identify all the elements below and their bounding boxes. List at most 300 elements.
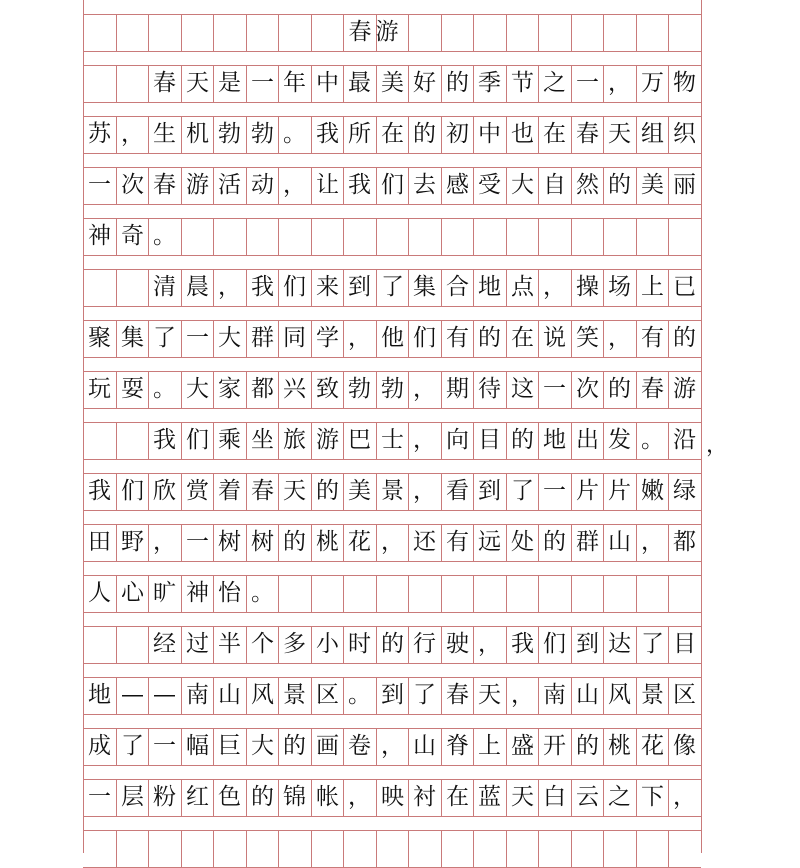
text-cell: — [153,682,176,708]
text-cell: 绿 [673,478,696,504]
text-cell: 组 [641,121,664,147]
text-cell: 有 [446,529,469,555]
grid-cell-divider [441,830,442,867]
text-cell: — [121,682,144,708]
text-cell: 一 [153,733,176,759]
text-cell: 们 [381,172,404,198]
text-cell: 也 [511,121,534,147]
text-cell: ， [121,121,144,147]
text-cell: 。 [283,121,306,147]
text-cell: 群 [251,325,274,351]
text-cell: 怡 [218,580,241,606]
text-cell: 桃 [316,529,339,555]
text-cell: 最 [348,70,371,96]
grid-cell-divider [571,830,572,867]
text-cell: 景 [641,682,664,708]
text-cell: 去 [413,172,436,198]
text-cell: 让 [316,172,339,198]
text-cell: 我 [153,427,176,453]
text-cell: 达 [608,631,631,657]
text-cell: 上 [478,733,501,759]
text-cell: 中 [316,70,339,96]
grid-cell-divider [473,14,474,51]
text-cell: 风 [608,682,631,708]
text-cell: 说 [543,325,566,351]
text-cell: 我 [348,172,371,198]
text-cell: 他 [381,325,404,351]
text-cell: 一 [576,70,599,96]
text-cell: 笑 [576,325,599,351]
text-cell: 游 [673,376,696,402]
text-cell: 在 [446,784,469,810]
text-cell: 有 [641,325,664,351]
grid-cell-divider [408,830,409,867]
text-cell: 景 [381,478,404,504]
text-cell: 春 [446,682,469,708]
grid-cell-divider [668,14,669,51]
text-cell: 次 [121,172,144,198]
grid-cell-divider [538,14,539,51]
text-cell: 个 [251,631,274,657]
grid-cell-divider [473,218,474,255]
text-cell: 出 [576,427,599,453]
text-cell: 家 [218,376,241,402]
text-cell: 丽 [673,172,696,198]
grid-cell-divider [636,830,637,867]
text-cell: 一 [186,529,209,555]
text-cell: 了 [381,274,404,300]
grid-row-bottom-line [83,663,701,664]
text-cell: 的 [446,70,469,96]
text-cell: 合 [446,274,469,300]
text-cell: 们 [543,631,566,657]
text-cell: 幅 [186,733,209,759]
text-cell: 大 [186,376,209,402]
text-cell: 画 [316,733,339,759]
text-cell: 成 [88,733,111,759]
grid-cell-divider [116,626,117,663]
text-cell: 了 [121,733,144,759]
text-cell: 天 [478,682,501,708]
grid-cell-divider [506,218,507,255]
text-cell: 山 [608,529,631,555]
text-cell: 都 [251,376,274,402]
grid-cell-divider [376,575,377,612]
text-cell: 苏 [88,121,111,147]
grid-cell-divider [538,575,539,612]
text-cell: 所 [348,121,371,147]
text-cell: 的 [283,529,306,555]
grid-cell-divider [278,830,279,867]
grid-cell-divider [441,14,442,51]
grid-cell-divider [213,830,214,867]
text-cell: ， [608,70,631,96]
text-cell: 一 [543,478,566,504]
grid-cell-divider [278,218,279,255]
text-cell: 士 [381,427,404,453]
text-cell: 天 [283,478,306,504]
text-cell: 的 [543,529,566,555]
text-cell: 天 [608,121,631,147]
text-cell: 云 [576,784,599,810]
text-cell: ， [608,325,631,351]
text-cell: 有 [446,325,469,351]
text-cell: 的 [608,172,631,198]
grid-row-bottom-line [83,612,701,613]
text-cell: 心 [121,580,144,606]
text-cell: 勃 [381,376,404,402]
text-cell: 次 [576,376,599,402]
text-cell: 织 [673,121,696,147]
grid-cell-divider [311,830,312,867]
text-cell: 到 [381,682,404,708]
text-cell: 到 [576,631,599,657]
text-cell: 。 [641,427,664,453]
text-cell: ， [478,631,501,657]
text-cell: 嫩 [641,478,664,504]
text-cell: 着 [218,478,241,504]
text-cell: 山 [413,733,436,759]
text-cell: 来 [316,274,339,300]
text-cell: 小 [316,631,339,657]
text-cell: 上 [641,274,664,300]
text-cell: 一 [88,172,111,198]
text-cell: 耍 [121,376,144,402]
sheet-border-right [701,0,702,853]
grid-cell-divider [116,65,117,102]
text-cell: 色 [218,784,241,810]
grid-cell-divider [636,575,637,612]
grid-row-top-line [83,830,701,831]
text-cell: 巨 [218,733,241,759]
overflow-comma: ， [706,433,729,458]
grid-row-bottom-line [83,357,701,358]
text-cell: 晨 [186,274,209,300]
text-cell: 是 [218,70,241,96]
text-cell: 的 [608,376,631,402]
grid-cell-divider [343,575,344,612]
text-cell: 都 [673,529,696,555]
text-cell: 时 [348,631,371,657]
text-cell: 之 [608,784,631,810]
text-cell: 锦 [283,784,306,810]
grid-cell-divider [311,218,312,255]
text-cell: 期 [446,376,469,402]
text-cell: 然 [576,172,599,198]
text-cell: ， [381,733,404,759]
text-cell: 春 [251,478,274,504]
grid-cell-divider [181,218,182,255]
text-cell: 操 [576,274,599,300]
text-cell: ， [413,427,436,453]
text-cell: 地 [478,274,501,300]
text-cell: 神 [88,223,111,249]
text-cell: 春 [153,70,176,96]
text-cell: 一 [88,784,111,810]
grid-cell-divider [246,830,247,867]
text-cell: ， [153,529,176,555]
text-cell: 勃 [251,121,274,147]
grid-row-bottom-line [83,51,701,52]
text-cell: 的 [251,784,274,810]
grid-cell-divider [116,830,117,867]
text-cell: 开 [543,733,566,759]
grid-cell-divider [148,14,149,51]
grid-cell-divider [343,830,344,867]
grid-cell-divider [408,14,409,51]
text-cell: 我 [511,631,534,657]
text-cell: 致 [316,376,339,402]
grid-cell-divider [571,218,572,255]
text-cell: 脊 [446,733,469,759]
text-cell: 了 [641,631,664,657]
grid-row-bottom-line [83,204,701,205]
grid-cell-divider [181,14,182,51]
text-cell: 天 [511,784,534,810]
text-cell: 。 [153,223,176,249]
text-cell: 我 [251,274,274,300]
grid-row-bottom-line [83,255,701,256]
grid-cell-divider [116,422,117,459]
grid-cell-divider [441,218,442,255]
text-cell: 一 [186,325,209,351]
text-cell: 山 [218,682,241,708]
text-cell: 们 [283,274,306,300]
text-cell: 在 [511,325,534,351]
grid-cell-divider [278,14,279,51]
text-cell: 天 [186,70,209,96]
grid-cell-divider [148,830,149,867]
text-cell: 沿 [673,427,696,453]
text-cell: 下 [641,784,664,810]
text-cell: 大 [511,172,534,198]
text-cell: 一 [543,376,566,402]
text-cell: 赏 [186,478,209,504]
text-cell: 盛 [511,733,534,759]
text-cell: 我 [88,478,111,504]
grid-cell-divider [538,830,539,867]
text-cell: 感 [446,172,469,198]
text-cell: 在 [543,121,566,147]
grid-cell-divider [538,218,539,255]
text-cell: 春 [153,172,176,198]
text-cell: 受 [478,172,501,198]
text-cell: 聚 [88,325,111,351]
grid-cell-divider [636,14,637,51]
text-cell: 行 [413,631,436,657]
grid-cell-divider [506,575,507,612]
text-cell: 帐 [316,784,339,810]
text-cell: 的 [381,631,404,657]
text-cell: 美 [348,478,371,504]
grid-cell-divider [376,218,377,255]
text-cell: 我 [316,121,339,147]
text-cell: 勃 [218,121,241,147]
text-cell: 像 [673,733,696,759]
text-cell: 万 [641,70,664,96]
text-cell: 白 [543,784,566,810]
grid-cell-divider [376,830,377,867]
grid-cell-divider [116,269,117,306]
text-cell: 看 [446,478,469,504]
text-cell: 经 [153,631,176,657]
grid-cell-divider [668,218,669,255]
text-cell: 生 [153,121,176,147]
text-cell: 树 [251,529,274,555]
grid-row-bottom-line [83,306,701,307]
text-cell: 机 [186,121,209,147]
text-cell: 层 [121,784,144,810]
text-cell: 景 [283,682,306,708]
text-cell: 学 [316,325,339,351]
text-cell: 春 [576,121,599,147]
text-cell: 神 [186,580,209,606]
grid-row-bottom-line [83,714,701,715]
text-cell: 初 [446,121,469,147]
grid-cell-divider [506,14,507,51]
text-cell: ， [381,529,404,555]
grid-cell-divider [636,218,637,255]
text-cell: 。 [153,376,176,402]
text-cell: 多 [283,631,306,657]
text-cell: 点 [511,274,534,300]
grid-cell-divider [603,14,604,51]
text-cell: 同 [283,325,306,351]
text-cell: 的 [511,427,534,453]
text-cell: ， [218,274,241,300]
grid-cell-divider [408,575,409,612]
text-cell: 大 [251,733,274,759]
text-cell: 风 [251,682,274,708]
text-cell: 了 [511,478,534,504]
text-cell: 游 [316,427,339,453]
text-cell: 美 [641,172,664,198]
grid-cell-divider [311,575,312,612]
text-cell: 一 [251,70,274,96]
text-cell: 人 [88,580,111,606]
grid-row-bottom-line [83,510,701,511]
text-cell: ， [283,172,306,198]
grid-cell-divider [213,14,214,51]
text-cell: 驶 [446,631,469,657]
text-cell: 花 [641,733,664,759]
grid-cell-divider [571,575,572,612]
text-cell: 在 [381,121,404,147]
text-cell: 了 [413,682,436,708]
text-cell: 春 [641,376,664,402]
grid-cell-divider [473,575,474,612]
text-cell: 发 [608,427,631,453]
text-cell: 目 [478,427,501,453]
text-cell: 物 [673,70,696,96]
grid-cell-divider [603,830,604,867]
text-cell: 大 [218,325,241,351]
text-cell: 自 [543,172,566,198]
grid-row-bottom-line [83,153,701,154]
grid-cell-divider [181,830,182,867]
text-cell: 之 [543,70,566,96]
text-cell: 的 [413,121,436,147]
text-cell: 区 [673,682,696,708]
text-cell: 动 [251,172,274,198]
text-cell: 的 [283,733,306,759]
grid-row-bottom-line [83,102,701,103]
text-cell: 美 [381,70,404,96]
text-cell: 已 [673,274,696,300]
text-cell: 集 [121,325,144,351]
grid-row-bottom-line [83,459,701,460]
grid-cell-divider [246,14,247,51]
text-cell: 活 [218,172,241,198]
text-cell: 区 [316,682,339,708]
text-cell: ， [413,376,436,402]
text-cell: 勃 [348,376,371,402]
text-cell: 目 [673,631,696,657]
text-cell: ， [641,529,664,555]
text-cell: 。 [251,580,274,606]
text-cell: 蓝 [478,784,501,810]
grid-cell-divider [603,575,604,612]
text-cell: 们 [186,427,209,453]
text-cell: 还 [413,529,436,555]
text-cell: 这 [511,376,534,402]
grid-cell-divider [343,218,344,255]
text-cell: ， [543,274,566,300]
text-cell: 场 [608,274,631,300]
text-cell: 映 [381,784,404,810]
text-cell: 旅 [283,427,306,453]
grid-cell-divider [668,830,669,867]
text-cell: 兴 [283,376,306,402]
text-cell: 旷 [153,580,176,606]
text-cell: 向 [446,427,469,453]
grid-row-bottom-line [83,561,701,562]
text-cell: 花 [348,529,371,555]
text-cell: 待 [478,376,501,402]
grid-cell-divider [668,575,669,612]
text-cell: 处 [511,529,534,555]
grid-cell-divider [571,14,572,51]
text-cell: 群 [576,529,599,555]
text-cell: 奇 [121,223,144,249]
text-cell: 卷 [348,733,371,759]
text-cell: 野 [121,529,144,555]
text-cell: 桃 [608,733,631,759]
text-cell: 欣 [153,478,176,504]
text-cell: 季 [478,70,501,96]
text-cell: 地 [543,427,566,453]
text-cell: 的 [316,478,339,504]
text-cell: ， [348,325,371,351]
text-cell: 巴 [348,427,371,453]
text-cell: 节 [511,70,534,96]
text-cell: 半 [218,631,241,657]
text-cell: 山 [576,682,599,708]
text-cell: 南 [186,682,209,708]
text-cell: ， [348,784,371,810]
text-cell: 粉 [153,784,176,810]
text-cell: 田 [88,529,111,555]
text-cell: 远 [478,529,501,555]
text-cell: 玩 [88,376,111,402]
text-cell: 地 [88,682,111,708]
text-cell: 坐 [251,427,274,453]
text-cell: 到 [348,274,371,300]
grid-cell-divider [408,218,409,255]
grid-row-bottom-line [83,408,701,409]
grid-cell-divider [441,575,442,612]
text-cell: 们 [121,478,144,504]
